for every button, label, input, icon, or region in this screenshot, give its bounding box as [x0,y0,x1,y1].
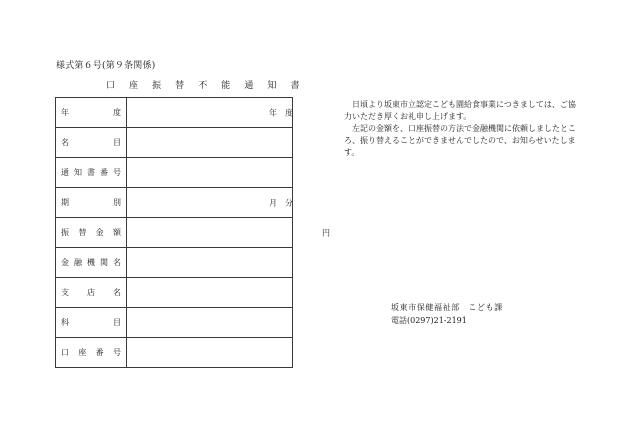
document-title: 口 座 振 替 不 能 通 知 書 [106,81,306,91]
table-row-bank-name [56,248,293,278]
table-row-notice-number [56,158,293,188]
label-fiscal-year: 年 度 [56,98,127,128]
label-bank-name: 金融機関名 [56,248,127,278]
value-branch-name [127,278,293,308]
table-row-account-type [56,308,293,338]
fiscal-year-unit: 年 度 [269,108,293,117]
amount-unit: 円 [322,228,330,237]
value-transfer-amount [127,218,330,248]
label-transfer-amount: 振替金額 [56,218,127,248]
value-account-type [127,308,293,338]
notice-paragraph-greeting: 日頃より坂東市立認定こども園給食事業につきましては、ご協力いただき厚くお礼申し上げます。 [344,100,576,121]
label-branch-name: 支 店 名 [56,278,127,308]
value-bank-name [127,248,293,278]
value-notice-number [127,158,293,188]
notice-body [344,99,578,159]
value-fiscal-year [127,98,293,128]
table-row-account-number [56,338,293,368]
label-account-type: 科 目 [56,308,127,338]
notice-table [55,97,330,368]
label-period: 期 別 [56,188,127,218]
office-phone: 電話(0297)21-2191 [391,316,467,325]
issuing-office: 坂東市保健福祉部 こども課 [391,303,503,312]
table-row-transfer-amount [56,218,293,248]
value-period [127,188,293,218]
table-row-fiscal-year [56,98,293,128]
value-item-name [127,128,293,158]
table-row-period [56,188,293,218]
notice-paragraph-message: 左記の金額を、口座振替の方法で金融機関に依頼しましたところ、振り替えることができませんでしたので、お知らせいたします。 [344,124,576,157]
period-unit: 月 分 [269,198,293,207]
label-notice-number: 通知書番号 [56,158,127,188]
table-row-branch-name [56,278,293,308]
label-item-name: 名 目 [56,128,127,158]
table-row-item-name [56,128,293,158]
form-number: 様式第６号(第９条関係) [56,61,156,71]
value-account-number [127,338,293,368]
label-account-number: 口座番号 [56,338,127,368]
